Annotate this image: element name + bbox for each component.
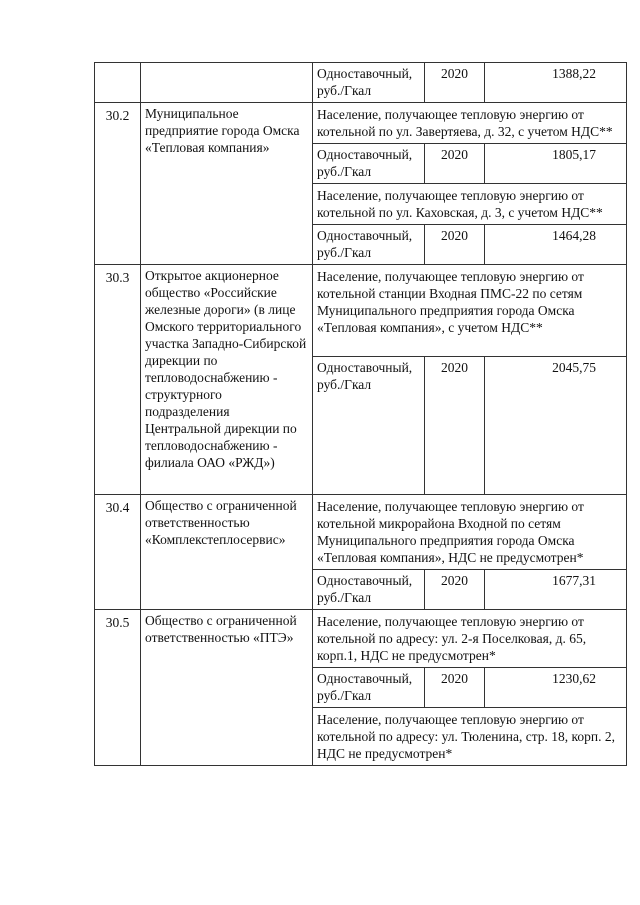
rate-type-cell: Одноставочный, руб./Гкал [313,357,425,495]
row-number-cell: 30.2 [95,103,141,265]
year-cell: 2020 [425,63,485,103]
row-number-cell: 30.5 [95,610,141,766]
tariff-value-cell: 1677,31 [485,570,627,610]
year-cell: 2020 [425,570,485,610]
organization-cell: Общество с ограниченной ответственностью «Комплекстеплосервис» [141,495,313,610]
consumer-description-cell: Население, получающее тепловую энергию от котельной по адресу: ул. Тюленина, стр. 18, корп. 2, НДС не предусмотрен* [313,708,627,766]
table-row [95,610,627,668]
rate-type-cell: Одноставочный, руб./Гкал [313,144,425,184]
table-row [95,265,627,357]
rate-type-cell: Одноставочный, руб./Гкал [313,570,425,610]
consumer-description-cell: Население, получающее тепловую энергию от котельной по ул. Завертяева, д. 32, с учетом НДС** [313,103,627,144]
tariff-value-cell: 2045,75 [485,357,627,495]
consumer-description-cell: Население, получающее тепловую энергию от котельной по адресу: ул. 2-я Поселковая, д. 65, корп.1, НДС не предусмотрен* [313,610,627,668]
year-cell: 2020 [425,144,485,184]
rate-type-cell: Одноставочный, руб./Гкал [313,225,425,265]
organization-cell [141,63,313,103]
year-cell: 2020 [425,357,485,495]
row-number-cell: 30.3 [95,265,141,495]
table-row [95,103,627,144]
row-number-cell: 30.4 [95,495,141,610]
row-number-cell [95,63,141,103]
consumer-description-cell: Население, получающее тепловую энергию от котельной микрорайона Входной по сетям Муниципального предприятия города Омска «Тепловая компания», НДС не предусмотрен* [313,495,627,570]
organization-cell: Открытое акционерное общество «Российские железные дороги» (в лице Омского территориального участка Западно-Сибирской дирекции по тепловодоснабжению - структурного подразделения Центральной дирекции по тепловодоснабжению - филиала ОАО «РЖД») [141,265,313,495]
tariff-value-cell: 1388,22 [485,63,627,103]
year-cell: 2020 [425,668,485,708]
tariff-value-cell: 1805,17 [485,144,627,184]
organization-cell: Общество с ограниченной ответственностью «ПТЭ» [141,610,313,766]
rate-type-cell: Одноставочный, руб./Гкал [313,668,425,708]
organization-cell: Муниципальное предприятие города Омска «Тепловая компания» [141,103,313,265]
rate-type-cell: Одноставочный, руб./Гкал [313,63,425,103]
year-cell: 2020 [425,225,485,265]
consumer-description-cell: Население, получающее тепловую энергию от котельной по ул. Каховская, д. 3, с учетом НДС** [313,184,627,225]
tariff-value-cell: 1230,62 [485,668,627,708]
tariff-table [94,62,627,766]
tariff-value-cell: 1464,28 [485,225,627,265]
table-row [95,63,627,103]
consumer-description-cell: Население, получающее тепловую энергию от котельной станции Входная ПМС-22 по сетям Муниципального предприятия города Омска «Тепловая компания», с учетом НДС** [313,265,627,357]
table-row [95,495,627,570]
